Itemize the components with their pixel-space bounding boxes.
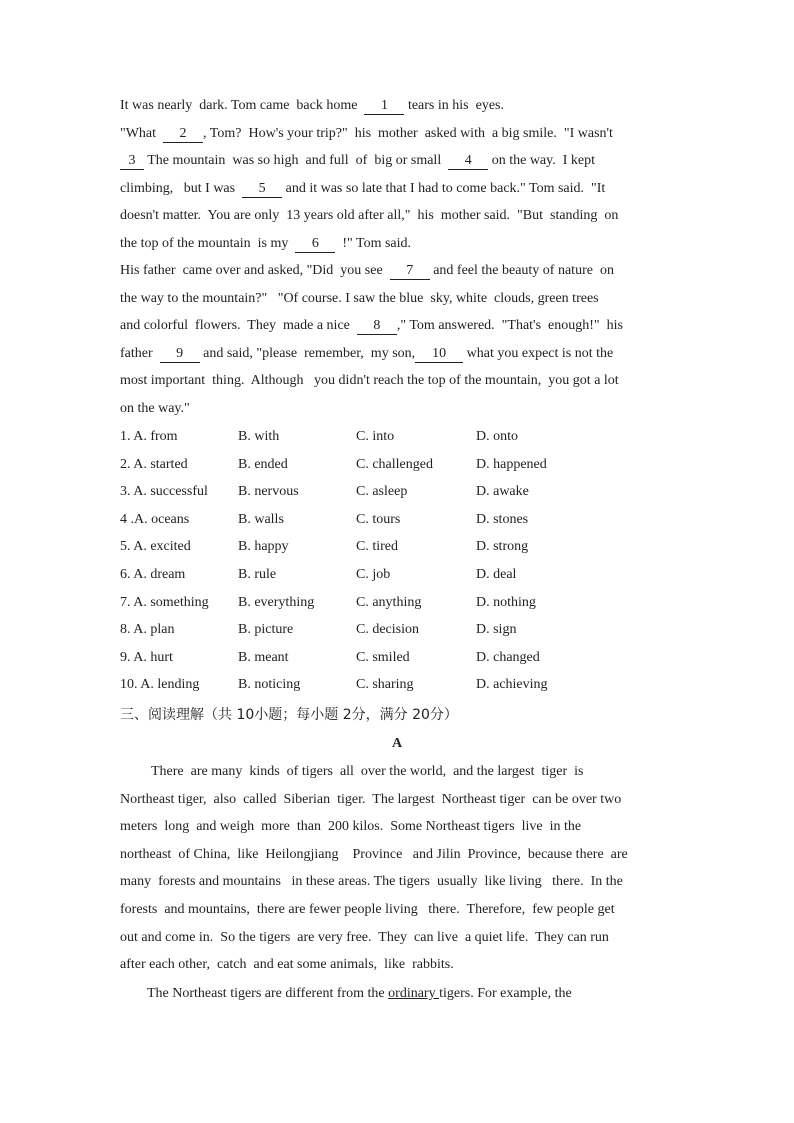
option-d[interactable]: D. strong <box>476 539 529 555</box>
option-c[interactable]: C. sharing <box>356 677 414 693</box>
passage-line: Northeast tiger, also called Siberian tiger. The largest Northeast tiger can be over two <box>120 791 622 807</box>
option-a[interactable]: 7. A. something <box>120 594 209 610</box>
option-c[interactable]: C. smiled <box>356 649 410 665</box>
blank-2[interactable]: 2 <box>163 125 203 143</box>
line-text: on the way. I kept <box>488 153 596 168</box>
line-text: It was nearly dark. Tom came back home <box>120 98 365 113</box>
option-d[interactable]: D. deal <box>476 567 517 582</box>
option-b[interactable]: B. with <box>238 429 280 444</box>
option-b[interactable]: B. picture <box>238 622 294 638</box>
option-c[interactable]: C. job <box>356 567 391 582</box>
cloze-line <box>120 175 680 203</box>
line-text: His father came over and asked, "Did you see <box>120 263 390 278</box>
line-text: climbing, but I was <box>120 180 243 196</box>
line-text: doesn't matter. You are only 13 years old after all," his mother said. "But standing on <box>120 208 619 223</box>
option-c[interactable]: C. tired <box>356 539 398 555</box>
section-heading: 三、阅读理解（共 10小题；每小题 2分，满分 20分） <box>120 707 458 723</box>
blank-6[interactable]: 6 <box>295 235 335 253</box>
blank-3[interactable]: 3 <box>120 152 144 170</box>
passage-line: out and come in. So the tigers are very free. They can live a quiet life. They can run <box>120 929 609 945</box>
option-d[interactable]: D. nothing <box>476 594 536 610</box>
line-text: the top of the mountain is my <box>120 235 296 251</box>
line-text: on the way." <box>120 400 190 416</box>
option-d[interactable]: D. onto <box>476 429 518 444</box>
option-a[interactable]: 10. A. lending <box>120 677 200 693</box>
cloze-line <box>120 202 680 230</box>
blank-7[interactable]: 7 <box>390 262 430 280</box>
option-b[interactable]: B. noticing <box>238 677 301 693</box>
passage-line: northeast of China, like Heilongjiang Province and Jilin Province, because there are <box>120 846 628 862</box>
option-a[interactable]: 4 .A. oceans <box>120 511 190 527</box>
option-b[interactable]: B. ended <box>238 456 288 472</box>
cloze-line <box>120 340 680 368</box>
cloze-line <box>120 257 680 285</box>
option-d[interactable]: D. changed <box>476 649 540 665</box>
option-a[interactable]: 5. A. excited <box>120 539 191 555</box>
passage-line: meters long and weigh more than 200 kilos. Some Northeast tigers live in the <box>120 819 582 835</box>
cloze-line <box>120 285 680 313</box>
line-text: tears in his eyes. <box>404 98 504 113</box>
option-row <box>120 451 680 479</box>
option-c[interactable]: C. challenged <box>356 456 433 472</box>
option-d[interactable]: D. stones <box>476 511 529 527</box>
line-text: and said, "please remember, my son, <box>199 345 416 361</box>
line-text: most important thing. Although you didn't reach the top of the mountain, you got a lot <box>120 373 619 388</box>
option-row <box>120 423 680 451</box>
option-row <box>120 644 680 672</box>
option-row <box>120 506 680 534</box>
line-text: and colorful flowers. They made a nice <box>120 318 357 333</box>
line-text: ," Tom answered. "That's enough!" his <box>396 318 623 333</box>
option-c[interactable]: C. asleep <box>356 484 408 500</box>
line-text: , Tom? How's your trip?" his mother asked with a big smile. "I wasn't <box>203 125 613 141</box>
blank-10[interactable]: 10 <box>415 345 463 363</box>
cloze-line <box>120 312 680 340</box>
underlined-word: ordinary <box>388 986 440 1001</box>
line-text: "What <box>120 125 164 141</box>
cloze-line <box>120 147 680 175</box>
option-d[interactable]: D. awake <box>476 484 529 500</box>
blank-1[interactable]: 1 <box>364 97 404 115</box>
option-a[interactable]: 6. A. dream <box>120 567 186 582</box>
cloze-line <box>120 92 680 120</box>
option-d[interactable]: D. achieving <box>476 677 548 693</box>
option-row <box>120 616 680 644</box>
passage-title: A <box>391 736 403 751</box>
passage-line: forests and mountains, there are fewer people living there. Therefore, few people get <box>120 902 615 917</box>
option-d[interactable]: D. sign <box>476 622 517 638</box>
line-text: The mountain was so high and full of big or small <box>144 153 449 168</box>
option-b[interactable]: B. rule <box>238 567 277 582</box>
cloze-line <box>120 230 680 258</box>
option-row <box>120 561 680 589</box>
line-text: the way to the mountain?" "Of course. I saw the blue sky, white clouds, green trees <box>120 290 599 306</box>
line-text: and it was so late that I had to come back." Tom said. "It <box>282 180 606 196</box>
option-b[interactable]: B. everything <box>238 594 315 610</box>
option-a[interactable]: 9. A. hurt <box>120 649 173 665</box>
option-a[interactable]: 3. A. successful <box>120 484 208 500</box>
line-text: and feel the beauty of nature on <box>429 263 614 278</box>
option-a[interactable]: 1. A. from <box>120 429 178 444</box>
option-row <box>120 533 680 561</box>
option-c[interactable]: C. tours <box>356 511 401 527</box>
option-c[interactable]: C. anything <box>356 594 422 610</box>
line-text: father <box>120 345 160 361</box>
cloze-line <box>120 395 680 423</box>
blank-5[interactable]: 5 <box>242 180 282 198</box>
passage-line: after each other, catch and eat some animals, like rabbits. <box>120 957 454 973</box>
option-a[interactable]: 8. A. plan <box>120 622 175 638</box>
passage-line: many forests and mountains in these areas. The tigers usually like living there. In the <box>120 874 623 890</box>
option-b[interactable]: B. happy <box>238 539 289 555</box>
option-b[interactable]: B. walls <box>238 511 284 527</box>
passage-line: The Northeast tigers are different from the ordinary tigers. For example, the <box>147 986 572 1001</box>
option-b[interactable]: B. nervous <box>238 484 299 500</box>
option-d[interactable]: D. happened <box>476 456 547 472</box>
option-a[interactable]: 2. A. started <box>120 456 188 472</box>
option-row <box>120 478 680 506</box>
line-text: !" Tom said. <box>335 235 412 251</box>
option-row <box>120 671 680 699</box>
option-row <box>120 589 680 617</box>
option-c[interactable]: C. decision <box>356 622 419 638</box>
option-c[interactable]: C. into <box>356 429 395 444</box>
passage-line: There are many kinds of tigers all over the world, and the largest tiger is <box>151 764 584 779</box>
line-text: what you expect is not the <box>463 345 614 361</box>
blank-9[interactable]: 9 <box>160 345 200 363</box>
blank-4[interactable]: 4 <box>448 152 488 170</box>
cloze-line <box>120 120 680 148</box>
cloze-line <box>120 367 680 395</box>
blank-8[interactable]: 8 <box>357 317 397 335</box>
option-b[interactable]: B. meant <box>238 649 289 665</box>
